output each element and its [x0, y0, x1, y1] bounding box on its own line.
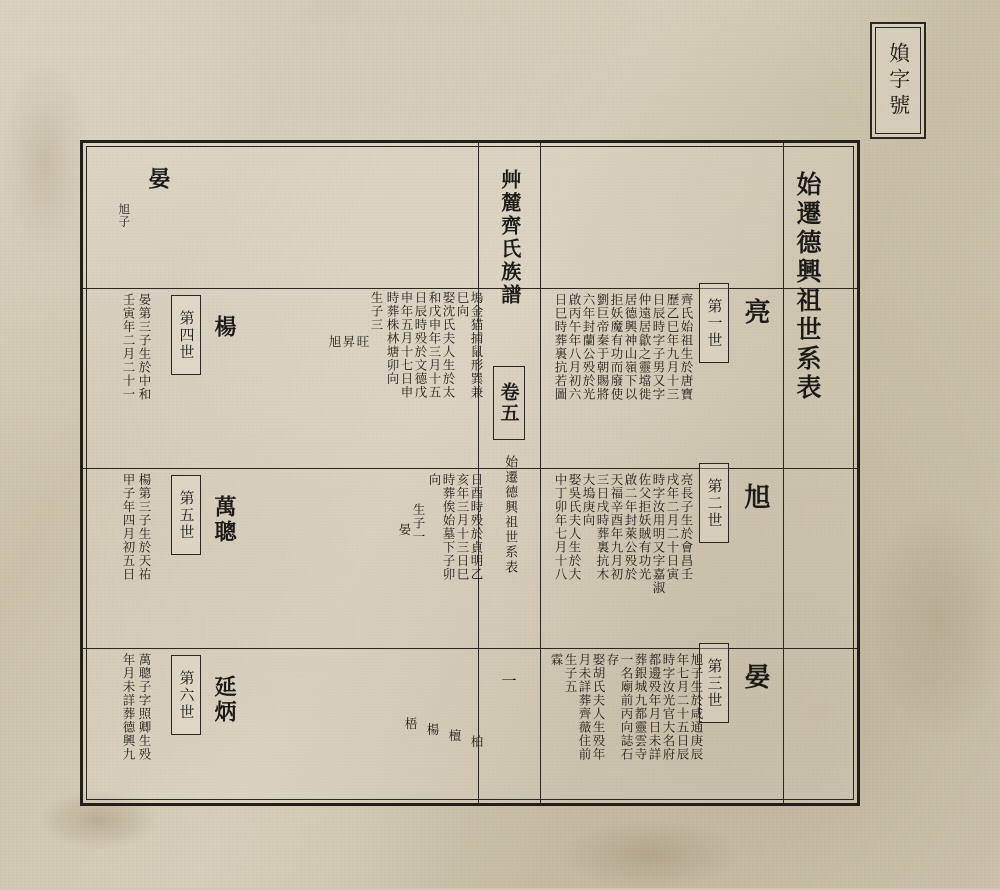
column-divider [783, 143, 784, 803]
entry-name-text: 晏 [145, 167, 171, 192]
note-line: 塢金猫捕鼠形巽兼 [469, 291, 484, 399]
corner-label-box [870, 22, 926, 139]
note-line: 生子一 [411, 503, 426, 544]
table-title-text: 始遷德興祖世系表 [793, 171, 822, 403]
entry-name-wancong [209, 495, 240, 545]
note-line: 生子三 [369, 291, 384, 332]
note-line: 六年封蘭公殁於光 [581, 293, 596, 401]
banner-subtitle: 始遷德興祖世系表 [502, 455, 518, 575]
table-title [789, 171, 858, 403]
entry-notes-yan [549, 653, 704, 818]
generation-label: 第四世 [177, 309, 196, 361]
entry-name-yan [737, 663, 774, 692]
entry-notes-liang [553, 293, 693, 463]
entry-notes-xu [553, 473, 693, 643]
note-line: 旭子生於咸通庚辰 [689, 653, 704, 761]
entry-notes-yan-left [117, 203, 130, 228]
note-line: 年月未詳葬德興九 [121, 653, 136, 761]
note-line: 巳向 [455, 291, 470, 318]
entry-name-text: 旭 [740, 483, 770, 512]
note-line: 時葬俟始墓下子卯 [441, 473, 456, 581]
note-line: 存 [605, 653, 620, 667]
corner-label-inner [875, 27, 921, 134]
row-divider [83, 648, 857, 649]
note-line: 三日戌時葬裏抗木 [595, 473, 610, 581]
son-name: 檀 [447, 729, 462, 743]
note-line: 中丁卯年七月十八 [553, 473, 568, 581]
note-line: 日巳時葬裏抗若圖 [553, 293, 568, 401]
sons-list-column [373, 711, 483, 801]
volume-box [493, 366, 525, 440]
generation-box-1 [699, 283, 729, 363]
note-line: 時葬株林塘卯向 [385, 291, 400, 386]
generation-box-2 [699, 463, 729, 543]
note-line: 昇 [341, 335, 356, 349]
note-line: 一名廟前丙向誌石 [619, 653, 634, 761]
note-line: 啟二年封萊公殁於 [623, 473, 638, 581]
entry-name-text: 延炳 [211, 675, 237, 725]
entry-name-yang [209, 315, 240, 340]
note-line: 甲子年四月初五日 [121, 473, 136, 581]
note-line: 天福辛酉年九月初 [609, 473, 624, 581]
note-line: 晏第三子生於中和 [137, 293, 152, 401]
entry-name-yan-left [143, 167, 174, 192]
note-line: 日辰時殁於文德戊 [413, 291, 428, 399]
entry-notes-wancong [105, 473, 151, 633]
note-line: 月未詳葬齊薇住前 [577, 653, 592, 761]
note-line: 歷乙巳年九月十三 [665, 293, 680, 401]
note-line: 霖 [549, 653, 564, 667]
note-line: 時字汝用明又字嘉淑 [651, 473, 666, 595]
note-line: 向 [427, 473, 442, 487]
note-line: 日辰時字子男又字 [651, 293, 666, 401]
generation-label: 第三世 [705, 657, 724, 709]
note-line: 仲遠居歙之靈壋徙 [637, 293, 652, 401]
note-line: 晏 [397, 523, 412, 537]
note-line: 葬銀城九都靈雲寺 [633, 653, 648, 761]
continuation-column-b [383, 473, 483, 648]
entry-notes-yang [105, 293, 151, 453]
note-line: 都邊殁年月日未詳 [647, 653, 662, 761]
centre-fold-banner [478, 143, 540, 803]
corner-label-text: 媍字號 [886, 41, 911, 120]
note-line: 萬聰子字照卿生殁 [137, 653, 152, 761]
note-line: 啟丙午年八月初六 [567, 293, 582, 401]
continuation-column-a [323, 291, 483, 466]
note-line: 日酉時殁於貞明乙 [469, 473, 484, 581]
generation-box-6 [171, 655, 201, 735]
note-line: 劉巨帝秦于朝賜將 [595, 293, 610, 401]
note-line: 娶吳氏夫人生於大 [567, 473, 582, 581]
note-line: 亥年三月十三日巳 [455, 473, 470, 581]
note-line: 旭 [327, 335, 342, 349]
note-line: 拒妖魔有功而廢使 [609, 293, 624, 401]
son-name: 梧 [403, 717, 418, 731]
row-divider [83, 468, 857, 469]
note-line: 娶胡氏夫人生殁年 [591, 653, 606, 761]
volume-label: 卷五 [497, 382, 520, 424]
note-line: 申年五月十七日申 [399, 291, 414, 399]
entry-name-liang [737, 298, 774, 327]
entry-name-text: 萬聰 [211, 495, 237, 545]
note-line: 齊氏始祖生於唐寶 [679, 293, 694, 401]
column-divider [540, 143, 541, 803]
entry-name-xu [737, 483, 774, 512]
entry-name-text: 楊 [211, 315, 237, 340]
generation-box-4 [171, 295, 201, 375]
note-line: 和戊申年三月十五 [427, 291, 442, 399]
note-line: 楊第三子生於天祐 [137, 473, 152, 581]
generation-label: 第二世 [705, 477, 724, 529]
note-line: 亮長子生於會昌壬 [679, 473, 694, 581]
generation-label: 第六世 [177, 669, 196, 721]
note-line: 時字汝光官大名府 [661, 653, 676, 761]
generation-label: 第一世 [705, 297, 724, 349]
entry-name-text: 亮 [740, 298, 770, 327]
genealogy-table-frame [80, 140, 860, 806]
note-line: 壬寅年二月二十一 [121, 293, 136, 401]
note-line: 旺 [355, 335, 370, 349]
entry-name-yanbing [209, 675, 240, 725]
generation-label: 第五世 [177, 489, 196, 541]
row-divider [83, 288, 857, 289]
note-line: 戌年二月二十日寅 [665, 473, 680, 581]
note-line: 大塢庚向 [581, 473, 596, 527]
note-line: 佐父拒妖賊有功光 [637, 473, 652, 581]
note-line: 娶沈氏夫人生於太 [441, 291, 456, 399]
note-line: 生子五 [563, 653, 578, 694]
son-name: 柏 [469, 735, 484, 749]
page-number: 一 [501, 672, 517, 690]
book-title: 艸麓齊氏族譜 [497, 169, 522, 307]
note-line: 旭子 [117, 203, 132, 228]
generation-box-5 [171, 475, 201, 555]
entry-notes-yanbing [105, 653, 151, 813]
entry-name-text: 晏 [740, 663, 770, 692]
note-line: 年七月二十五日辰 [675, 653, 690, 761]
note-line: 居德興神山嶺下以 [623, 293, 638, 401]
son-name: 楊 [425, 723, 440, 737]
